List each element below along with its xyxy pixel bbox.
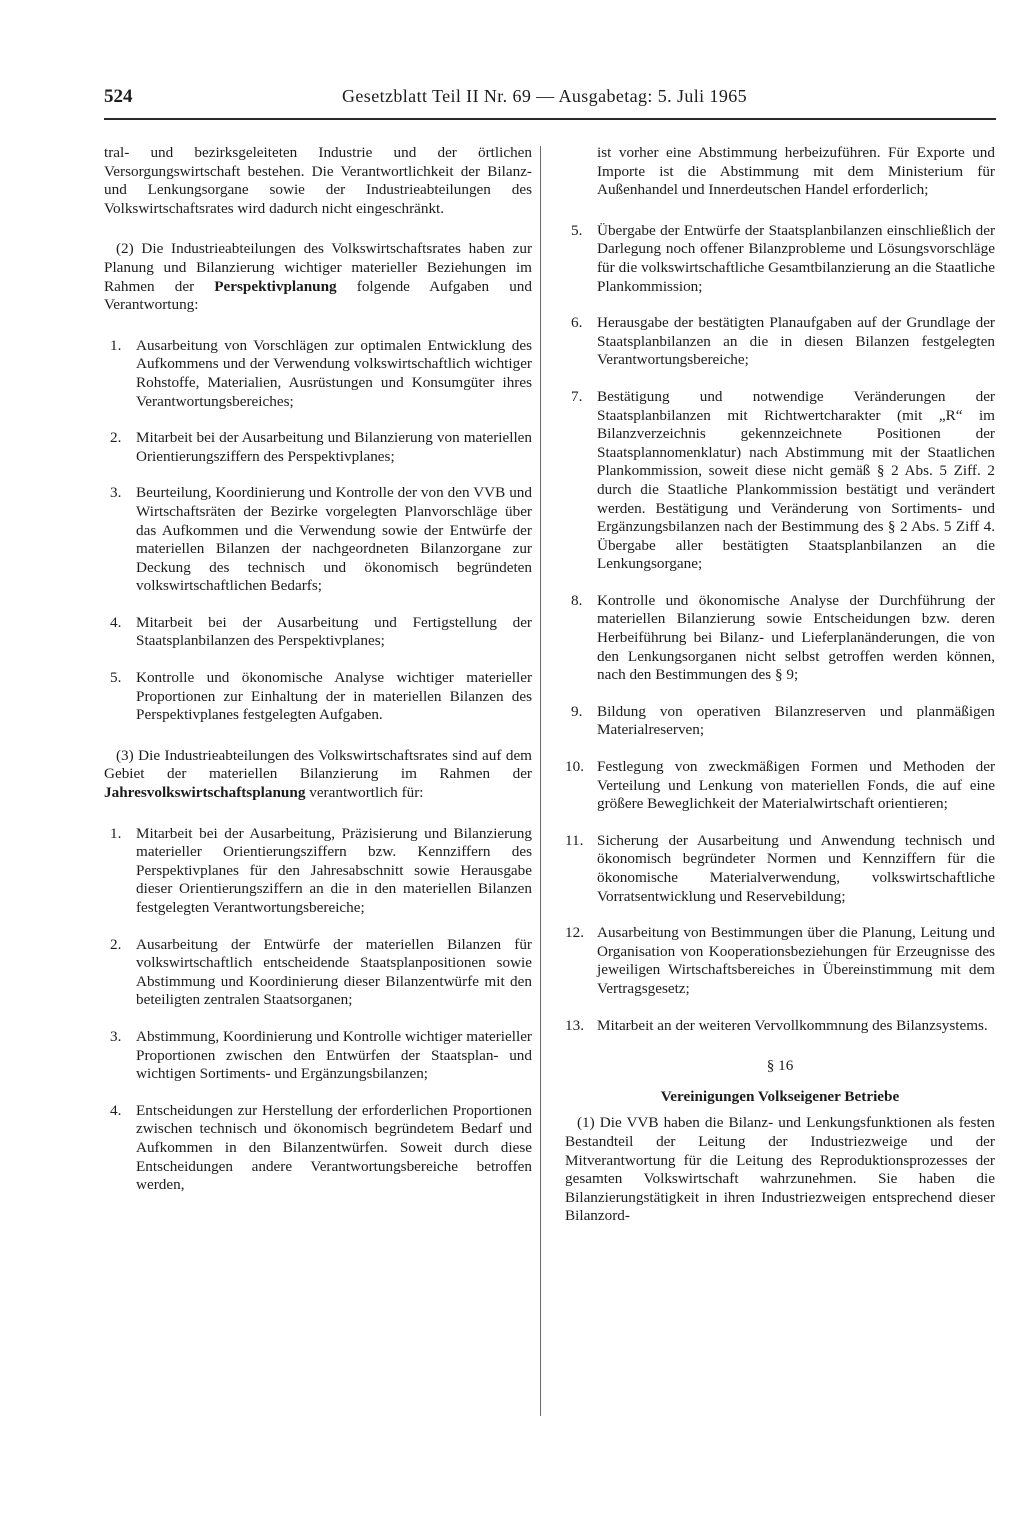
list-item xyxy=(104,429,532,466)
page-number: 524 xyxy=(104,86,133,107)
list-item-text: Sicherung der Ausarbeitung und Anwendung technisch und ökonomisch begründeter Normen und Kennziffern für die ökonomische Materialverwendung, volkswirtschaftliche Vorratsentwicklung und Reservebildung; xyxy=(597,831,995,905)
list-item-number: 4. xyxy=(110,1101,122,1119)
list-item-number: 1. xyxy=(110,824,122,842)
list-item-text: Ausarbeitung von Bestimmungen über die Planung, Leitung und Organisation von Kooperationsbeziehungen für Erzeugnisse des jeweiligen Wirtschaftsbereiches in Übereinstimmung mit dem Vertragsgesetz; xyxy=(597,924,995,997)
section-paragraph: (1) Die VVB haben die Bilanz- und Lenkungsfunktionen als festen Bestandteil der Leitung der Industriezweige und der Mitverantwortung für die Leitung des Reproduktionsprozesses der gesamten Volkswirtschaft wahrzunehmen. Sie haben die Bilanzierungstätigkeit in ihren Industriezweigen entsprechend dieser Bilanzord- xyxy=(565,1114,995,1225)
paragraph-2-intro xyxy=(104,240,532,314)
list-item xyxy=(104,337,532,411)
list-item-text: Mitarbeit an der weiteren Vervollkommnung des Bilanzsystems. xyxy=(597,1016,988,1034)
list-item xyxy=(565,592,995,685)
list-item-text: Herausgabe der bestätigten Planaufgaben auf der Grundlage der Staatsplanbilanzen an die in diesen Bilanzen festgelegten Verantwortungsbereiche; xyxy=(597,314,995,369)
paragraph-3-text: (3) Die Industrieabteilungen des Volkswirtschaftsrates sind auf dem Gebiet der materiellen Bilanzierung im Rahmen der xyxy=(104,746,532,783)
section-number: § 16 xyxy=(766,1057,794,1075)
list-item-number: 9. xyxy=(571,702,583,720)
list-item-text: Abstimmung, Koordinierung und Kontrolle wichtiger materieller Proportionen zwischen den Entwürfen der Staatsplan- und wichtigen Sortiments- und Ergänzungsbilanzen; xyxy=(136,1027,532,1083)
list-item-number: 2. xyxy=(110,429,122,447)
list-item-text: Entscheidungen zur Herstellung der erforderlichen Proportionen zwischen technisch und ökonomisch begründetem Bedarf und Aufkommen in den Bilanzentwürfen. Soweit durch diese Entscheidungen andere Verantwortungsbereiche betroffen werden, xyxy=(136,1101,532,1194)
list-item xyxy=(565,314,995,370)
list-item-number: 4. xyxy=(110,613,122,631)
list-item-text: Kontrolle und ökonomische Analyse wichtiger materieller Proportionen zur Einhaltung der in materiellen Bilanzen des Perspektivplanes festgelegten Aufgaben. xyxy=(136,669,532,724)
list-item-text: Ausarbeitung von Vorschlägen zur optimalen Entwicklung des Aufkommens und der Verwendung volkswirtschaftlich wichtiger Rohstoffe, Materialien, Ausrüstungen und Konsumgüter ihres Verantwortungsbereiches; xyxy=(136,336,532,410)
paragraph-3-text-end: verantwortlich für: xyxy=(305,784,424,802)
list-item-text: Übergabe der Entwürfe der Staatsplanbilanzen einschließlich der Darlegung noch offener Bilanzprobleme und Lösungsvorschläge für die volkswirtschaftliche Gesamtbilanzierung an die Staatliche Plankommission; xyxy=(597,221,995,295)
list-item xyxy=(104,484,532,596)
list-item-text: Mitarbeit bei der Ausarbeitung und Fertigstellung der Staatsplanbilanzen des Perspektivplanes; xyxy=(136,613,532,650)
list-item-number: 3. xyxy=(110,1027,122,1045)
page-header xyxy=(104,86,1004,112)
continuation-text: ist vorher eine Abstimmung herbeizuführen. Für Exporte und Importe ist die Abstimmung mit dem Ministerium für Außenhandel und Innerdeutschen Handel erforderlich; xyxy=(597,144,995,199)
list-item-text: Mitarbeit bei der Ausarbeitung, Präzisierung und Bilanzierung materieller Orientierungsziffern bzw. Kennziffern des Perspektivplanes für den Jahresabschnitt sowie Herausgabe dieser Orientierungsziffern an die in den materiellen Bilanzen festgelegten Verantwortungsbereiche; xyxy=(136,824,532,916)
list-item-text: Mitarbeit bei der Ausarbeitung und Bilanzierung von materiellen Orientierungsziffern des Perspektivplanes; xyxy=(136,429,532,465)
list-item xyxy=(565,1017,995,1036)
section-title: Vereinigungen Volkseigener Betriebe xyxy=(660,1087,900,1105)
list-item-number: 1. xyxy=(110,336,122,354)
list-item xyxy=(104,1102,532,1195)
paragraph-2-text-end: folgende Aufgaben und Verantwortung: xyxy=(104,277,532,314)
left-column xyxy=(104,144,532,1217)
list-item-number: 2. xyxy=(110,935,122,953)
list-item-text: Ausarbeitung der Entwürfe der materiellen Bilanzen für volkswirtschaftlich entscheidende Staatsplanpositionen sowie Abstimmung und Koordinierung dieser Bilanzentwürfe mit den beteiligten zentralen Staatsorganen; xyxy=(136,935,532,1009)
list-item xyxy=(104,669,532,725)
list-item-number: 13. xyxy=(565,1016,584,1034)
list-item-number: 5. xyxy=(571,221,583,239)
paragraph-2-list xyxy=(104,337,532,725)
list-item xyxy=(565,924,995,998)
gazette-title: Gesetzblatt Teil II Nr. 69 — Ausgabetag: 5. Juli 1965 xyxy=(342,86,748,106)
list-item xyxy=(565,758,995,814)
column-divider xyxy=(540,146,541,1416)
paragraph-2-keyword: Perspektivplanung xyxy=(214,277,337,295)
paragraph-3-list xyxy=(104,825,532,1195)
list-item xyxy=(565,222,995,296)
paragraph-2-text: (2) Die Industrieabteilungen des Volkswirtschaftsrates haben zur Planung und Bilanzierung wichtiger materieller Beziehungen im Rahmen der xyxy=(104,240,532,295)
list-item-number: 3. xyxy=(110,484,122,502)
list-item xyxy=(104,614,532,651)
list-item-number: 12. xyxy=(565,924,584,942)
list-item-text: Beurteilung, Koordinierung und Kontrolle der von den VVB und Wirtschaftsräten der Bezirke vorgelegten Planvorschläge über das Aufkommen und die Verwendung sowie der Entwürfe der materiellen Bilanzen der nachgeordneten Bilanzorgane zur Deckung des technisch und ökonomisch begründeten volkswirtschaftlichen Bedarfs; xyxy=(136,484,532,595)
list-item-number: 8. xyxy=(571,591,583,609)
list-item-number: 10. xyxy=(565,758,584,776)
list-item-text: Bildung von operativen Bilanzreserven und planmäßigen Materialreserven; xyxy=(597,702,995,739)
list-item-text: Bestätigung und notwendige Veränderungen der Staatsplanbilanzen mit Richtwertcharakter (mit „R“ im Bilanzverzeichnis gekennzeichnete Positionen der Staatsplannomenklatur) nach Abstimmung mit der Staatlichen Plankommission, soweit diese nicht gemäß § 2 Abs. 5 Ziff. 2 durch die Staatliche Plankommission bestätigt und verändert werden. Bestätigung und Veränderung von Sortiments- und Ergänzungsbilanzen nach der Bestimmung des § 2 Abs. 5 Ziff 4. Übergabe aller bestätigten Staatsplanbilanzen an die Lenkungsorgane; xyxy=(597,387,995,573)
right-list xyxy=(565,222,995,1035)
list-item xyxy=(565,703,995,740)
right-column xyxy=(565,144,995,1226)
paragraph-3-intro xyxy=(104,747,532,803)
list-item xyxy=(104,1028,532,1084)
header-rule xyxy=(104,118,996,120)
list-item-text: Kontrolle und ökonomische Analyse der Durchführung der materiellen Bilanzierung sowie Entscheidungen bzw. deren Herbeiführung bei Bilanz- und Lieferplanänderungen, die von den Lenkungsorganen nicht selbst getroffen werden können, nach den Bestimmungen des § 9; xyxy=(597,591,995,684)
list-item xyxy=(565,388,995,574)
list-item-number: 5. xyxy=(110,669,122,687)
list-item-number: 6. xyxy=(571,314,583,332)
list-item-number: 7. xyxy=(571,387,583,405)
list-item-text: Festlegung von zweckmäßigen Formen und Methoden der Verteilung und Lenkung von materiellen Fonds, die auf eine größere Beweglichkeit der Materialwirtschaft orientieren; xyxy=(597,758,995,813)
list-item xyxy=(104,825,532,918)
list-item xyxy=(565,832,995,906)
continuation-text: tral- und bezirksgeleiteten Industrie und der örtlichen Versorgungswirtschaft bestehen. Die Verantwortlichkeit der Bilanz- und Lenkungsorgane sowie der Industrieabteilungen des Volkswirtschaftsrates wird dadurch nicht eingeschränkt. xyxy=(104,144,532,217)
paragraph-3-keyword: Jahresvolkswirtschaftsplanung xyxy=(104,784,306,802)
list-item-number: 11. xyxy=(565,831,584,849)
list-item xyxy=(104,936,532,1010)
